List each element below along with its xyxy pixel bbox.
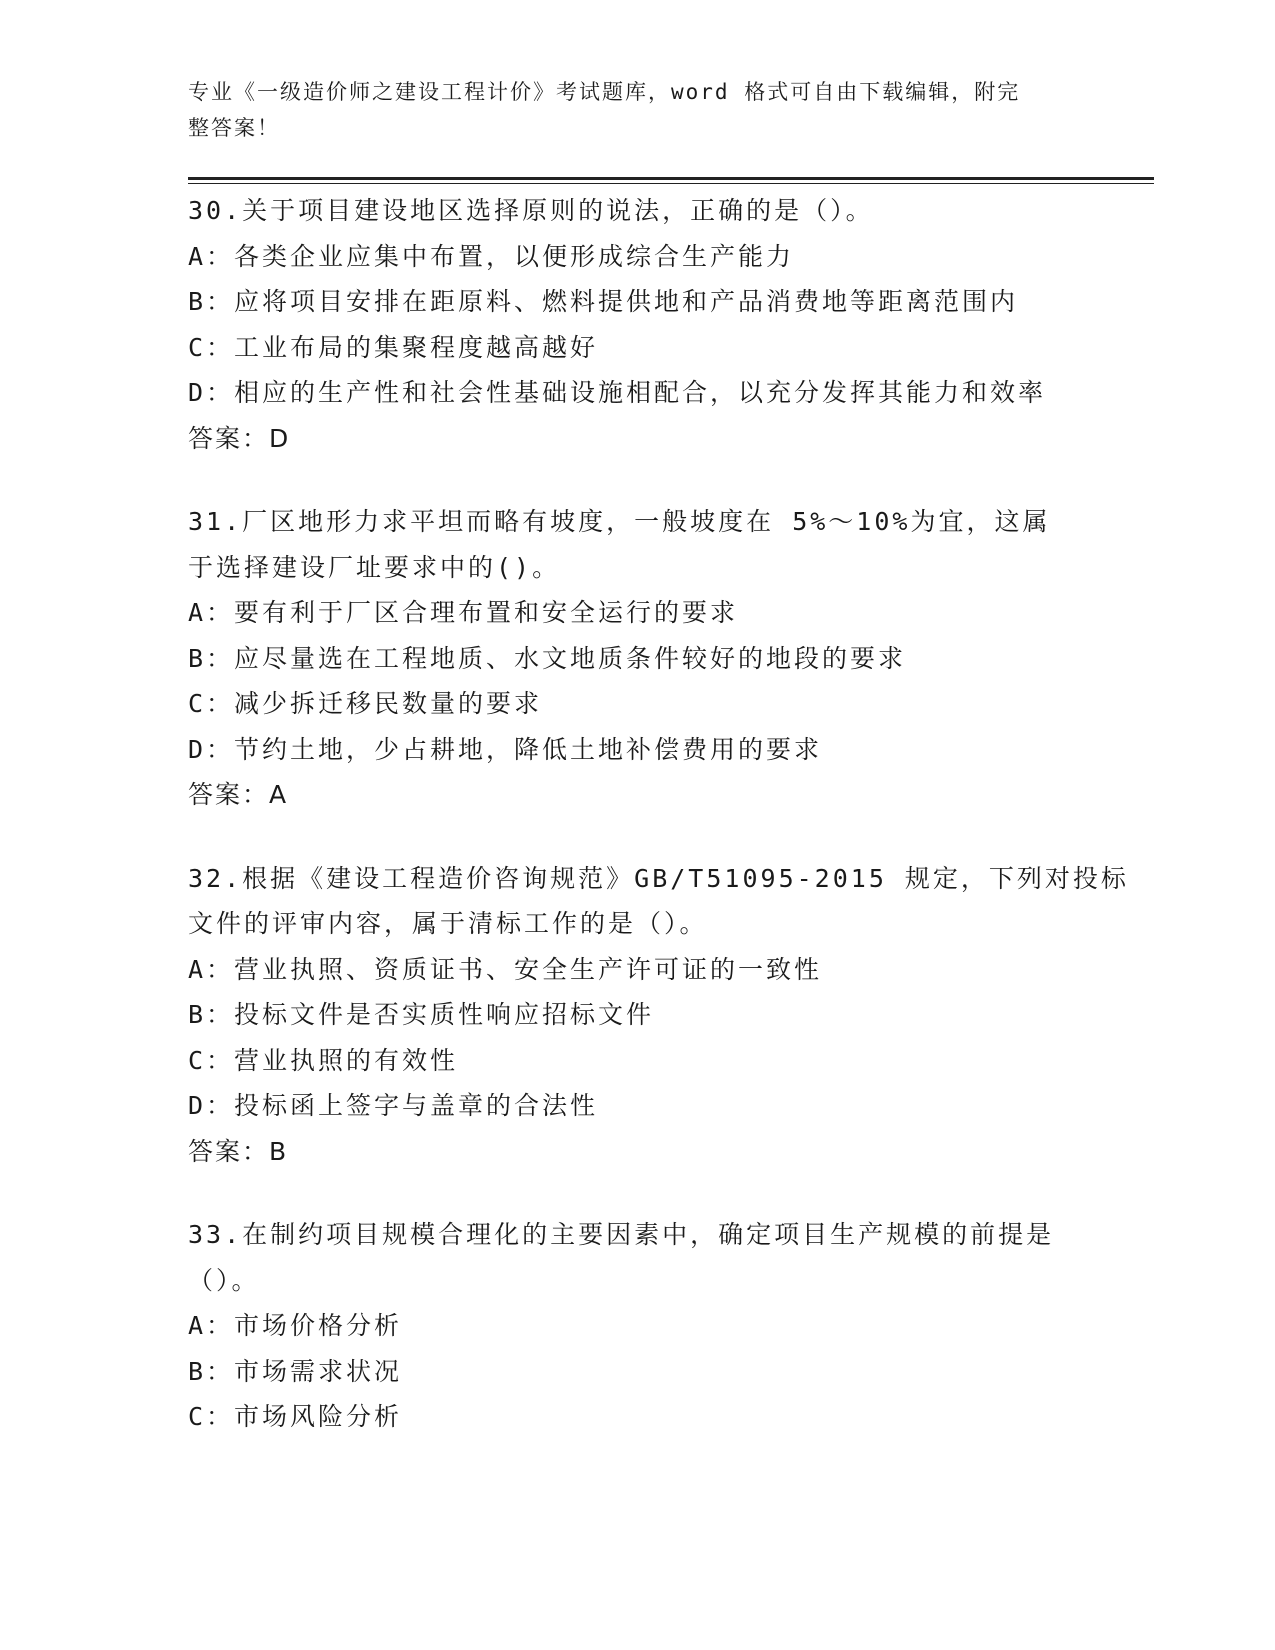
question-30: [188, 188, 1088, 461]
option-c: C：营业执照的有效性: [188, 1045, 459, 1075]
question-31: [188, 499, 1088, 818]
question-stem-line: 于选择建设厂址要求中的()。: [188, 552, 561, 582]
question-stem-line: 30.关于项目建设地区选择原则的说法，正确的是（）。: [188, 196, 874, 225]
question-stem-line: （）。: [188, 1265, 260, 1295]
answer: 答案：D: [188, 423, 291, 453]
question-stem-line: 文件的评审内容，属于清标工作的是（）。: [188, 909, 708, 938]
question-33: [188, 1212, 1088, 1440]
header-divider-thin: [188, 183, 1154, 184]
option-c: C：市场风险分析: [188, 1402, 403, 1431]
header-line-2: 整答案！: [188, 116, 280, 140]
question-stem-line: 33.在制约项目规模合理化的主要因素中，确定项目生产规模的前提是: [188, 1220, 1055, 1249]
option-b: B：应将项目安排在距原料、燃料提供地和产品消费地等距离范围内: [188, 287, 1019, 316]
option-c: C：工业布局的集聚程度越高越好: [188, 332, 599, 362]
option-a: A：各类企业应集中布置，以便形成综合生产能力: [188, 241, 795, 271]
option-b: B：投标文件是否实质性响应招标文件: [188, 1000, 655, 1029]
document-header: [188, 74, 1068, 146]
option-c: C：减少拆迁移民数量的要求: [188, 689, 543, 718]
option-d: D：相应的生产性和社会性基础设施相配合，以充分发挥其能力和效率: [188, 378, 1047, 407]
answer: 答案：B: [188, 1136, 289, 1166]
question-stem: [188, 1212, 1088, 1303]
option-b: B：应尽量选在工程地质、水文地质条件较好的地段的要求: [188, 643, 907, 673]
option-a: A：市场价格分析: [188, 1311, 403, 1340]
option-b: B：市场需求状况: [188, 1356, 403, 1386]
option-d: D：投标函上签字与盖章的合法性: [188, 1091, 599, 1120]
question-stem: [188, 499, 1088, 590]
option-a: A：要有利于厂区合理布置和安全运行的要求: [188, 598, 739, 627]
option-d: D：节约土地，少占耕地，降低土地补偿费用的要求: [188, 734, 823, 764]
option-a: A：营业执照、资质证书、安全生产许可证的一致性: [188, 954, 823, 984]
question-stem-line: 31.厂区地形力求平坦而略有坡度，一般坡度在 5%～10%为宜，这属: [188, 507, 1051, 536]
question-stem: [188, 856, 1129, 947]
question-stem: [188, 188, 1088, 234]
header-line-1: 专业《一级造价师之建设工程计价》考试题库，word 格式可自由下载编辑，附完: [188, 80, 1021, 104]
answer: 答案：A: [188, 780, 289, 809]
question-32: [188, 856, 1129, 1175]
question-stem-line: 32.根据《建设工程造价咨询规范》GB/T51095-2015 规定，下列对投标: [188, 863, 1129, 893]
header-divider-thick: [188, 177, 1154, 180]
question-list: [188, 188, 1129, 1478]
